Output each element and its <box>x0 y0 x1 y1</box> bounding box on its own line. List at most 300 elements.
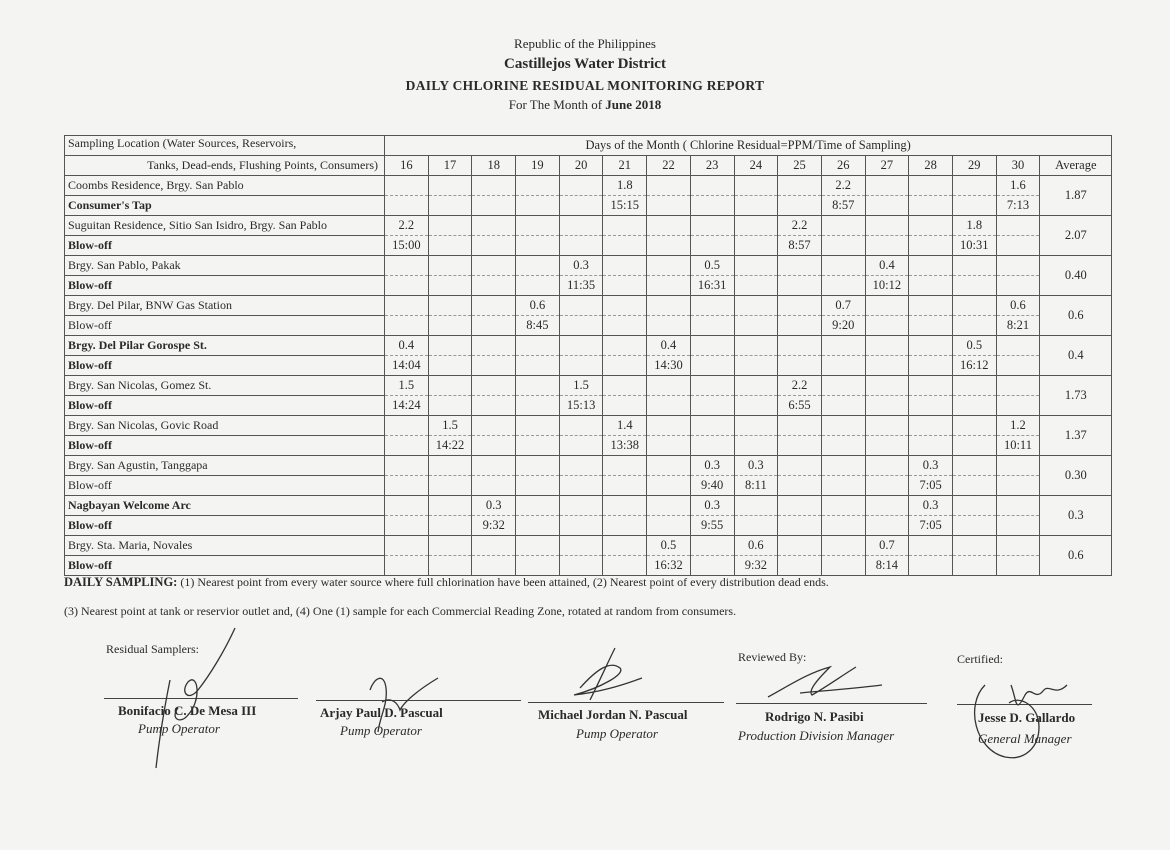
empty-cell <box>385 496 429 516</box>
empty-cell <box>734 336 778 356</box>
empty-cell <box>690 356 734 376</box>
empty-cell <box>821 516 865 536</box>
average-value: 0.4 <box>1040 336 1112 376</box>
empty-cell <box>734 176 778 196</box>
empty-cell <box>952 316 996 336</box>
empty-cell <box>428 536 472 556</box>
empty-cell <box>952 436 996 456</box>
empty-cell <box>603 336 647 356</box>
sampling-note-line-1 <box>64 575 829 590</box>
empty-cell <box>865 296 909 316</box>
empty-cell <box>647 396 691 416</box>
empty-cell <box>647 496 691 516</box>
empty-cell <box>734 376 778 396</box>
empty-cell <box>909 436 953 456</box>
sampling-time: 10:31 <box>952 236 996 256</box>
empty-cell <box>603 276 647 296</box>
empty-cell <box>559 176 603 196</box>
empty-cell <box>952 176 996 196</box>
empty-cell <box>821 396 865 416</box>
empty-cell <box>472 276 516 296</box>
empty-cell <box>821 236 865 256</box>
empty-cell <box>996 376 1040 396</box>
average-value: 0.40 <box>1040 256 1112 296</box>
empty-cell <box>559 536 603 556</box>
average-value: 0.30 <box>1040 456 1112 496</box>
empty-cell <box>647 276 691 296</box>
empty-cell <box>690 296 734 316</box>
empty-cell <box>821 556 865 576</box>
empty-cell <box>952 256 996 276</box>
empty-cell <box>909 216 953 236</box>
empty-cell <box>472 196 516 216</box>
sampling-time: 16:31 <box>690 276 734 296</box>
empty-cell <box>428 316 472 336</box>
empty-cell <box>734 396 778 416</box>
empty-cell <box>865 416 909 436</box>
report-title: DAILY CHLORINE RESIDUAL MONITORING REPORT <box>405 78 765 93</box>
empty-cell <box>690 416 734 436</box>
empty-cell <box>516 176 560 196</box>
residual-value: 2.2 <box>778 216 822 236</box>
sampling-point-type: Blow-off <box>65 396 385 416</box>
empty-cell <box>516 536 560 556</box>
day-header-25: 25 <box>778 156 822 176</box>
empty-cell <box>385 416 429 436</box>
empty-cell <box>472 296 516 316</box>
empty-cell <box>690 176 734 196</box>
empty-cell <box>690 196 734 216</box>
empty-cell <box>472 436 516 456</box>
sampling-time: 6:55 <box>778 396 822 416</box>
empty-cell <box>690 436 734 456</box>
empty-cell <box>734 276 778 296</box>
empty-cell <box>516 216 560 236</box>
empty-cell <box>778 176 822 196</box>
report-month <box>0 97 1170 113</box>
empty-cell <box>778 316 822 336</box>
empty-cell <box>603 396 647 416</box>
sampling-note-line-2: (3) Nearest point at tank or reservior outlet and, (4) One (1) sample for each Commercial Reading Zone, rotated at random from consumers. <box>64 604 737 618</box>
sampling-time: 13:38 <box>603 436 647 456</box>
empty-cell <box>385 176 429 196</box>
empty-cell <box>996 356 1040 376</box>
empty-cell <box>472 536 516 556</box>
residual-value: 1.2 <box>996 416 1040 436</box>
sampling-time: 15:00 <box>385 236 429 256</box>
empty-cell <box>559 476 603 496</box>
average-value: 1.73 <box>1040 376 1112 416</box>
empty-cell <box>516 376 560 396</box>
day-header-29: 29 <box>952 156 996 176</box>
empty-cell <box>996 496 1040 516</box>
residual-value: 0.6 <box>516 296 560 316</box>
empty-cell <box>734 296 778 316</box>
empty-cell <box>385 556 429 576</box>
sampling-time: 8:21 <box>996 316 1040 336</box>
empty-cell <box>778 356 822 376</box>
empty-cell <box>472 316 516 336</box>
sampling-point-type: Blow-off <box>65 476 385 496</box>
empty-cell <box>865 476 909 496</box>
sampling-time: 15:15 <box>603 196 647 216</box>
empty-cell <box>428 236 472 256</box>
residual-value: 1.8 <box>952 216 996 236</box>
empty-cell <box>647 456 691 476</box>
empty-cell <box>952 196 996 216</box>
empty-cell <box>734 256 778 276</box>
empty-cell <box>865 196 909 216</box>
empty-cell <box>690 316 734 336</box>
empty-cell <box>385 296 429 316</box>
empty-cell <box>516 436 560 456</box>
empty-cell <box>952 556 996 576</box>
empty-cell <box>647 176 691 196</box>
day-header-21: 21 <box>603 156 647 176</box>
sampling-time: 10:11 <box>996 436 1040 456</box>
sampling-note-text-1: (1) Nearest point from every water source where full chlorination have been attained, (2) Nearest point of every distribution dead ends. <box>180 575 829 589</box>
day-header-22: 22 <box>647 156 691 176</box>
empty-cell <box>952 516 996 536</box>
residual-value: 1.8 <box>603 176 647 196</box>
empty-cell <box>472 456 516 476</box>
empty-cell <box>778 556 822 576</box>
day-header-24: 24 <box>734 156 778 176</box>
empty-cell <box>647 476 691 496</box>
empty-cell <box>690 376 734 396</box>
sampling-time: 14:24 <box>385 396 429 416</box>
empty-cell <box>428 516 472 536</box>
empty-cell <box>603 316 647 336</box>
signature-scribble-3 <box>560 640 650 715</box>
empty-cell <box>909 356 953 376</box>
empty-cell <box>996 476 1040 496</box>
empty-cell <box>909 276 953 296</box>
empty-cell <box>821 456 865 476</box>
empty-cell <box>778 296 822 316</box>
empty-cell <box>909 396 953 416</box>
day-header-19: 19 <box>516 156 560 176</box>
residual-value: 0.7 <box>821 296 865 316</box>
empty-cell <box>909 176 953 196</box>
empty-cell <box>559 296 603 316</box>
empty-cell <box>428 556 472 576</box>
empty-cell <box>821 376 865 396</box>
sampling-time: 10:12 <box>865 276 909 296</box>
empty-cell <box>559 556 603 576</box>
empty-cell <box>909 236 953 256</box>
empty-cell <box>603 516 647 536</box>
empty-cell <box>603 376 647 396</box>
average-header: Average <box>1040 156 1112 176</box>
day-header-26: 26 <box>821 156 865 176</box>
empty-cell <box>559 316 603 336</box>
empty-cell <box>909 416 953 436</box>
sampling-point-type: Blow-off <box>65 516 385 536</box>
average-value: 2.07 <box>1040 216 1112 256</box>
empty-cell <box>472 556 516 576</box>
empty-cell <box>952 376 996 396</box>
residual-value: 0.3 <box>909 496 953 516</box>
empty-cell <box>647 436 691 456</box>
certified-label: Certified: <box>957 652 1003 666</box>
empty-cell <box>996 456 1040 476</box>
signatory-name-1: Bonifacio C. De Mesa III <box>118 703 257 718</box>
sampling-time: 16:12 <box>952 356 996 376</box>
residual-value: 1.6 <box>996 176 1040 196</box>
average-value: 1.37 <box>1040 416 1112 456</box>
empty-cell <box>428 376 472 396</box>
reviewed-by-label: Reviewed By: <box>738 650 807 664</box>
empty-cell <box>647 216 691 236</box>
empty-cell <box>821 336 865 356</box>
empty-cell <box>778 536 822 556</box>
empty-cell <box>690 536 734 556</box>
empty-cell <box>690 216 734 236</box>
sampling-point-type: Blow-off <box>65 556 385 576</box>
empty-cell <box>865 516 909 536</box>
empty-cell <box>865 436 909 456</box>
sampling-time: 15:13 <box>559 396 603 416</box>
empty-cell <box>734 216 778 236</box>
empty-cell <box>472 476 516 496</box>
day-header-23: 23 <box>690 156 734 176</box>
empty-cell <box>603 496 647 516</box>
residual-value: 1.5 <box>428 416 472 436</box>
empty-cell <box>603 296 647 316</box>
empty-cell <box>865 336 909 356</box>
empty-cell <box>516 556 560 576</box>
residual-value: 0.3 <box>472 496 516 516</box>
empty-cell <box>516 256 560 276</box>
sampling-point-type: Blow-off <box>65 356 385 376</box>
empty-cell <box>865 456 909 476</box>
empty-cell <box>734 356 778 376</box>
empty-cell <box>909 296 953 316</box>
location-name: Brgy. San Pablo, Pakak <box>65 256 385 276</box>
location-name: Brgy. Del Pilar, BNW Gas Station <box>65 296 385 316</box>
chlorine-residual-table <box>64 135 1112 576</box>
empty-cell <box>516 476 560 496</box>
day-header-28: 28 <box>909 156 953 176</box>
month-prefix: For The Month of <box>508 97 603 112</box>
empty-cell <box>428 336 472 356</box>
day-header-16: 16 <box>385 156 429 176</box>
empty-cell <box>909 256 953 276</box>
residual-value: 0.5 <box>690 256 734 276</box>
residual-value: 1.5 <box>385 376 429 396</box>
residual-samplers-label: Residual Samplers: <box>106 642 199 656</box>
empty-cell <box>647 376 691 396</box>
empty-cell <box>428 496 472 516</box>
empty-cell <box>516 356 560 376</box>
residual-value: 0.6 <box>734 536 778 556</box>
residual-value: 0.6 <box>996 296 1040 316</box>
average-value: 1.87 <box>1040 176 1112 216</box>
empty-cell <box>516 396 560 416</box>
empty-cell <box>778 516 822 536</box>
empty-cell <box>385 436 429 456</box>
residual-value: 0.4 <box>865 256 909 276</box>
empty-cell <box>778 336 822 356</box>
empty-cell <box>952 536 996 556</box>
empty-cell <box>559 216 603 236</box>
sampling-time: 8:57 <box>821 196 865 216</box>
empty-cell <box>865 216 909 236</box>
empty-cell <box>559 436 603 456</box>
sampling-time: 9:32 <box>734 556 778 576</box>
residual-value: 2.2 <box>821 176 865 196</box>
empty-cell <box>821 416 865 436</box>
empty-cell <box>734 416 778 436</box>
empty-cell <box>952 276 996 296</box>
location-header-line-2: Tanks, Dead-ends, Flushing Points, Consumers) <box>65 156 385 176</box>
empty-cell <box>516 276 560 296</box>
empty-cell <box>778 496 822 516</box>
empty-cell <box>996 216 1040 236</box>
day-header-18: 18 <box>472 156 516 176</box>
empty-cell <box>647 296 691 316</box>
residual-value: 1.4 <box>603 416 647 436</box>
empty-cell <box>690 336 734 356</box>
empty-cell <box>385 256 429 276</box>
residual-value: 0.5 <box>952 336 996 356</box>
empty-cell <box>516 416 560 436</box>
residual-value: 1.5 <box>559 376 603 396</box>
sampling-time: 9:40 <box>690 476 734 496</box>
signatory-title-2: Pump Operator <box>340 723 422 738</box>
signature-scribble-1 <box>140 620 250 770</box>
empty-cell <box>778 256 822 276</box>
empty-cell <box>603 216 647 236</box>
empty-cell <box>734 516 778 536</box>
empty-cell <box>559 336 603 356</box>
average-value: 0.3 <box>1040 496 1112 536</box>
empty-cell <box>428 296 472 316</box>
sampling-time: 14:22 <box>428 436 472 456</box>
empty-cell <box>909 336 953 356</box>
empty-cell <box>559 416 603 436</box>
empty-cell <box>821 476 865 496</box>
empty-cell <box>996 236 1040 256</box>
empty-cell <box>385 536 429 556</box>
residual-value: 0.3 <box>734 456 778 476</box>
signature-scribble-5 <box>955 655 1085 765</box>
sampling-point-type: Blow-off <box>65 436 385 456</box>
empty-cell <box>952 496 996 516</box>
empty-cell <box>865 356 909 376</box>
average-value: 0.6 <box>1040 296 1112 336</box>
empty-cell <box>734 316 778 336</box>
residual-value: 0.3 <box>909 456 953 476</box>
empty-cell <box>821 436 865 456</box>
empty-cell <box>996 536 1040 556</box>
empty-cell <box>865 316 909 336</box>
signature-scribble-2 <box>360 660 450 750</box>
empty-cell <box>603 256 647 276</box>
empty-cell <box>647 196 691 216</box>
empty-cell <box>559 456 603 476</box>
empty-cell <box>559 516 603 536</box>
empty-cell <box>516 196 560 216</box>
empty-cell <box>472 256 516 276</box>
empty-cell <box>821 536 865 556</box>
empty-cell <box>385 316 429 336</box>
residual-value: 0.4 <box>647 336 691 356</box>
residual-value: 0.3 <box>690 456 734 476</box>
location-name: Brgy. San Nicolas, Gomez St. <box>65 376 385 396</box>
days-header: Days of the Month ( Chlorine Residual=PPM/Time of Sampling) <box>385 136 1112 156</box>
empty-cell <box>821 496 865 516</box>
empty-cell <box>778 476 822 496</box>
residual-value: 2.2 <box>778 376 822 396</box>
empty-cell <box>821 256 865 276</box>
month-value: June 2018 <box>605 97 662 112</box>
empty-cell <box>428 396 472 416</box>
daily-sampling-label: DAILY SAMPLING: <box>64 575 178 589</box>
location-name: Brgy. Sta. Maria, Novales <box>65 536 385 556</box>
empty-cell <box>909 376 953 396</box>
district-heading: Castillejos Water District <box>504 56 666 72</box>
sampling-point-type: Blow-off <box>65 316 385 336</box>
sampling-time: 7:05 <box>909 516 953 536</box>
empty-cell <box>690 396 734 416</box>
empty-cell <box>821 356 865 376</box>
empty-cell <box>428 456 472 476</box>
sampling-time: 14:30 <box>647 356 691 376</box>
empty-cell <box>647 516 691 536</box>
empty-cell <box>909 556 953 576</box>
day-header-20: 20 <box>559 156 603 176</box>
signature-scribble-4 <box>760 655 890 715</box>
empty-cell <box>385 476 429 496</box>
empty-cell <box>428 276 472 296</box>
signatory-title-4: Production Division Manager <box>738 728 895 743</box>
day-header-30: 30 <box>996 156 1040 176</box>
empty-cell <box>472 336 516 356</box>
sampling-time: 7:05 <box>909 476 953 496</box>
signatory-title-5: General Manager <box>978 731 1072 746</box>
day-header-27: 27 <box>865 156 909 176</box>
empty-cell <box>865 396 909 416</box>
empty-cell <box>428 256 472 276</box>
sampling-point-type: Blow-off <box>65 236 385 256</box>
empty-cell <box>909 536 953 556</box>
empty-cell <box>472 176 516 196</box>
sampling-time: 11:35 <box>559 276 603 296</box>
empty-cell <box>559 236 603 256</box>
empty-cell <box>909 316 953 336</box>
sampling-time: 8:14 <box>865 556 909 576</box>
empty-cell <box>647 256 691 276</box>
empty-cell <box>603 556 647 576</box>
empty-cell <box>559 356 603 376</box>
sampling-time: 8:11 <box>734 476 778 496</box>
empty-cell <box>996 556 1040 576</box>
residual-value: 0.7 <box>865 536 909 556</box>
signatory-name-4: Rodrigo N. Pasibi <box>765 709 864 724</box>
empty-cell <box>647 416 691 436</box>
day-header-17: 17 <box>428 156 472 176</box>
empty-cell <box>865 176 909 196</box>
empty-cell <box>385 456 429 476</box>
empty-cell <box>516 456 560 476</box>
empty-cell <box>734 236 778 256</box>
empty-cell <box>996 276 1040 296</box>
empty-cell <box>952 296 996 316</box>
average-value: 0.6 <box>1040 536 1112 576</box>
empty-cell <box>690 236 734 256</box>
